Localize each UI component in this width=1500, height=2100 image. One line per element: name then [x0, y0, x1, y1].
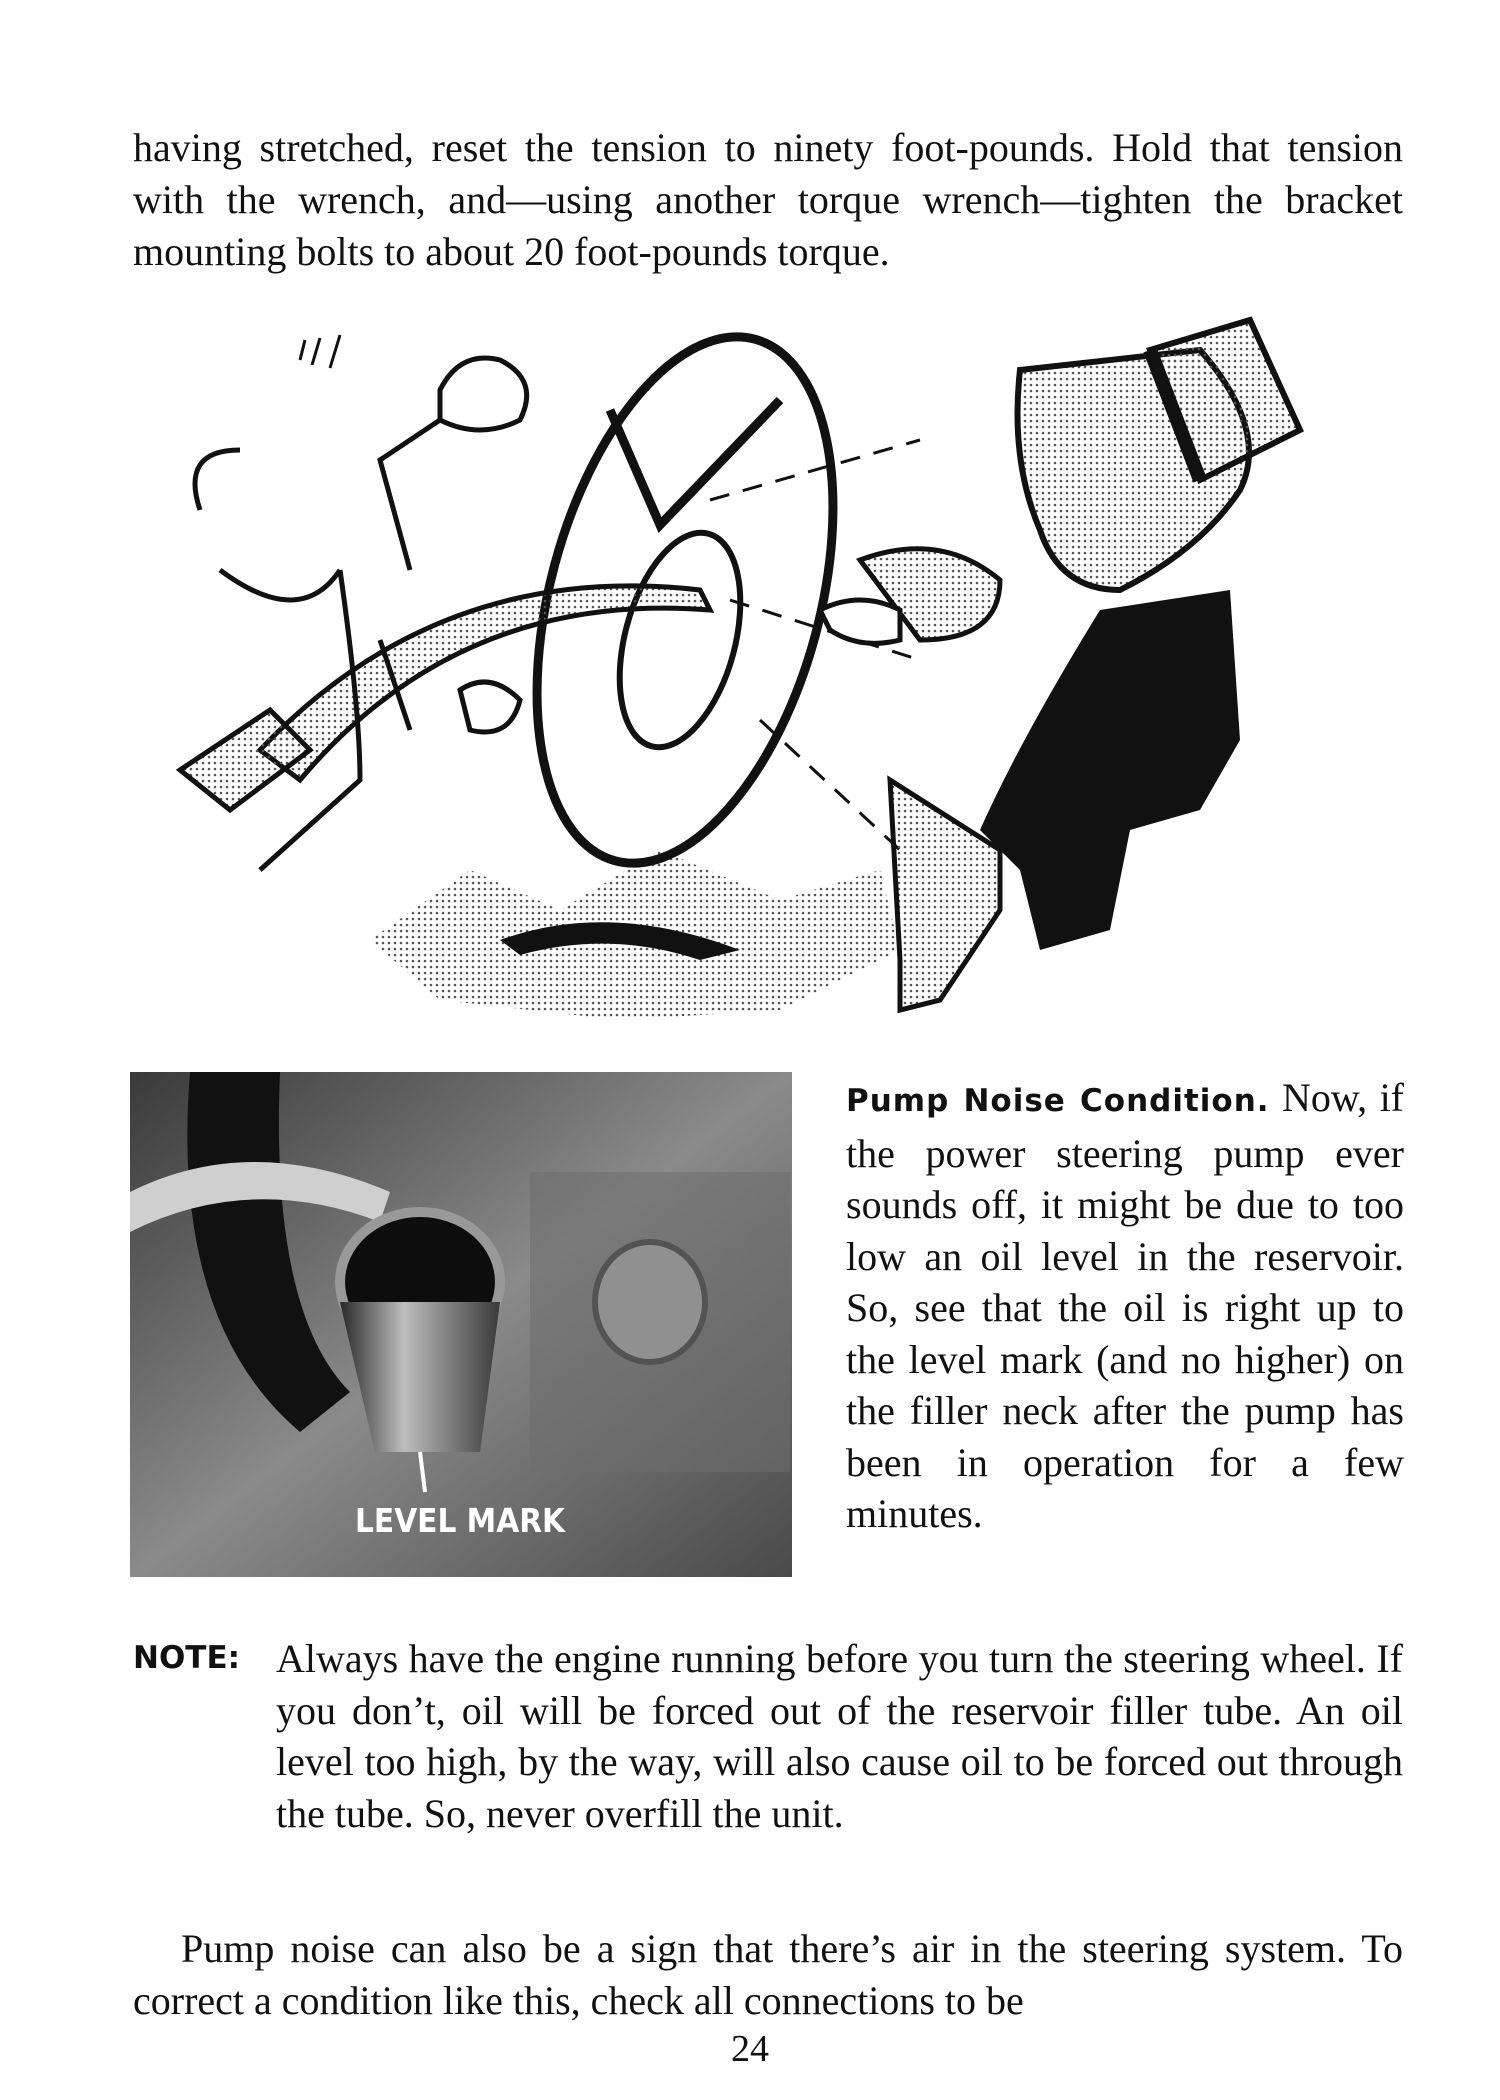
top-paragraph-text: having stretched, reset the tension to ninety foot-pounds. Hold that tension with the wrench, and—using another torque wrench—tighten the bracket mounting bolts to about 20 foot-pounds torque. [133, 125, 1403, 274]
note-section [133, 1633, 1403, 1839]
filler-neck-photo [130, 1072, 792, 1577]
pulling-figure [440, 358, 527, 430]
pump-noise-section [846, 1072, 1404, 1540]
pump-noise-heading: Pump Noise Condition. [846, 1083, 1270, 1119]
bottom-paragraph [133, 1923, 1403, 2027]
level-mark-label: LEVEL MARK [355, 1502, 566, 1541]
steering-hub [598, 520, 761, 761]
pump-noise-text: Now, if the power steering pump ever sounds off, it might be due to too low an oil level in the reservoir. So, see that the oil is right up to the level mark (and no higher) on the filler neck after the pump has been in operation for a few minutes. [846, 1075, 1404, 1536]
note-label: NOTE: [133, 1640, 241, 1676]
page-number: 24 [731, 2028, 769, 2070]
cartoon-illustration [140, 310, 1390, 1050]
top-paragraph [133, 122, 1403, 278]
note-text: Always have the engine running before you turn the steering wheel. If you don’t, oil will be forced out of the reservoir filler tube. An oil level too high, by the way, will also cause oil to be forced out through the tube. So, never overfill the unit. [276, 1636, 1403, 1836]
man-body [980, 590, 1240, 950]
bottom-paragraph-text: Pump noise can also be a sign that there’s air in the steering system. To correct a condition like this, check all connections to be [133, 1926, 1403, 2023]
